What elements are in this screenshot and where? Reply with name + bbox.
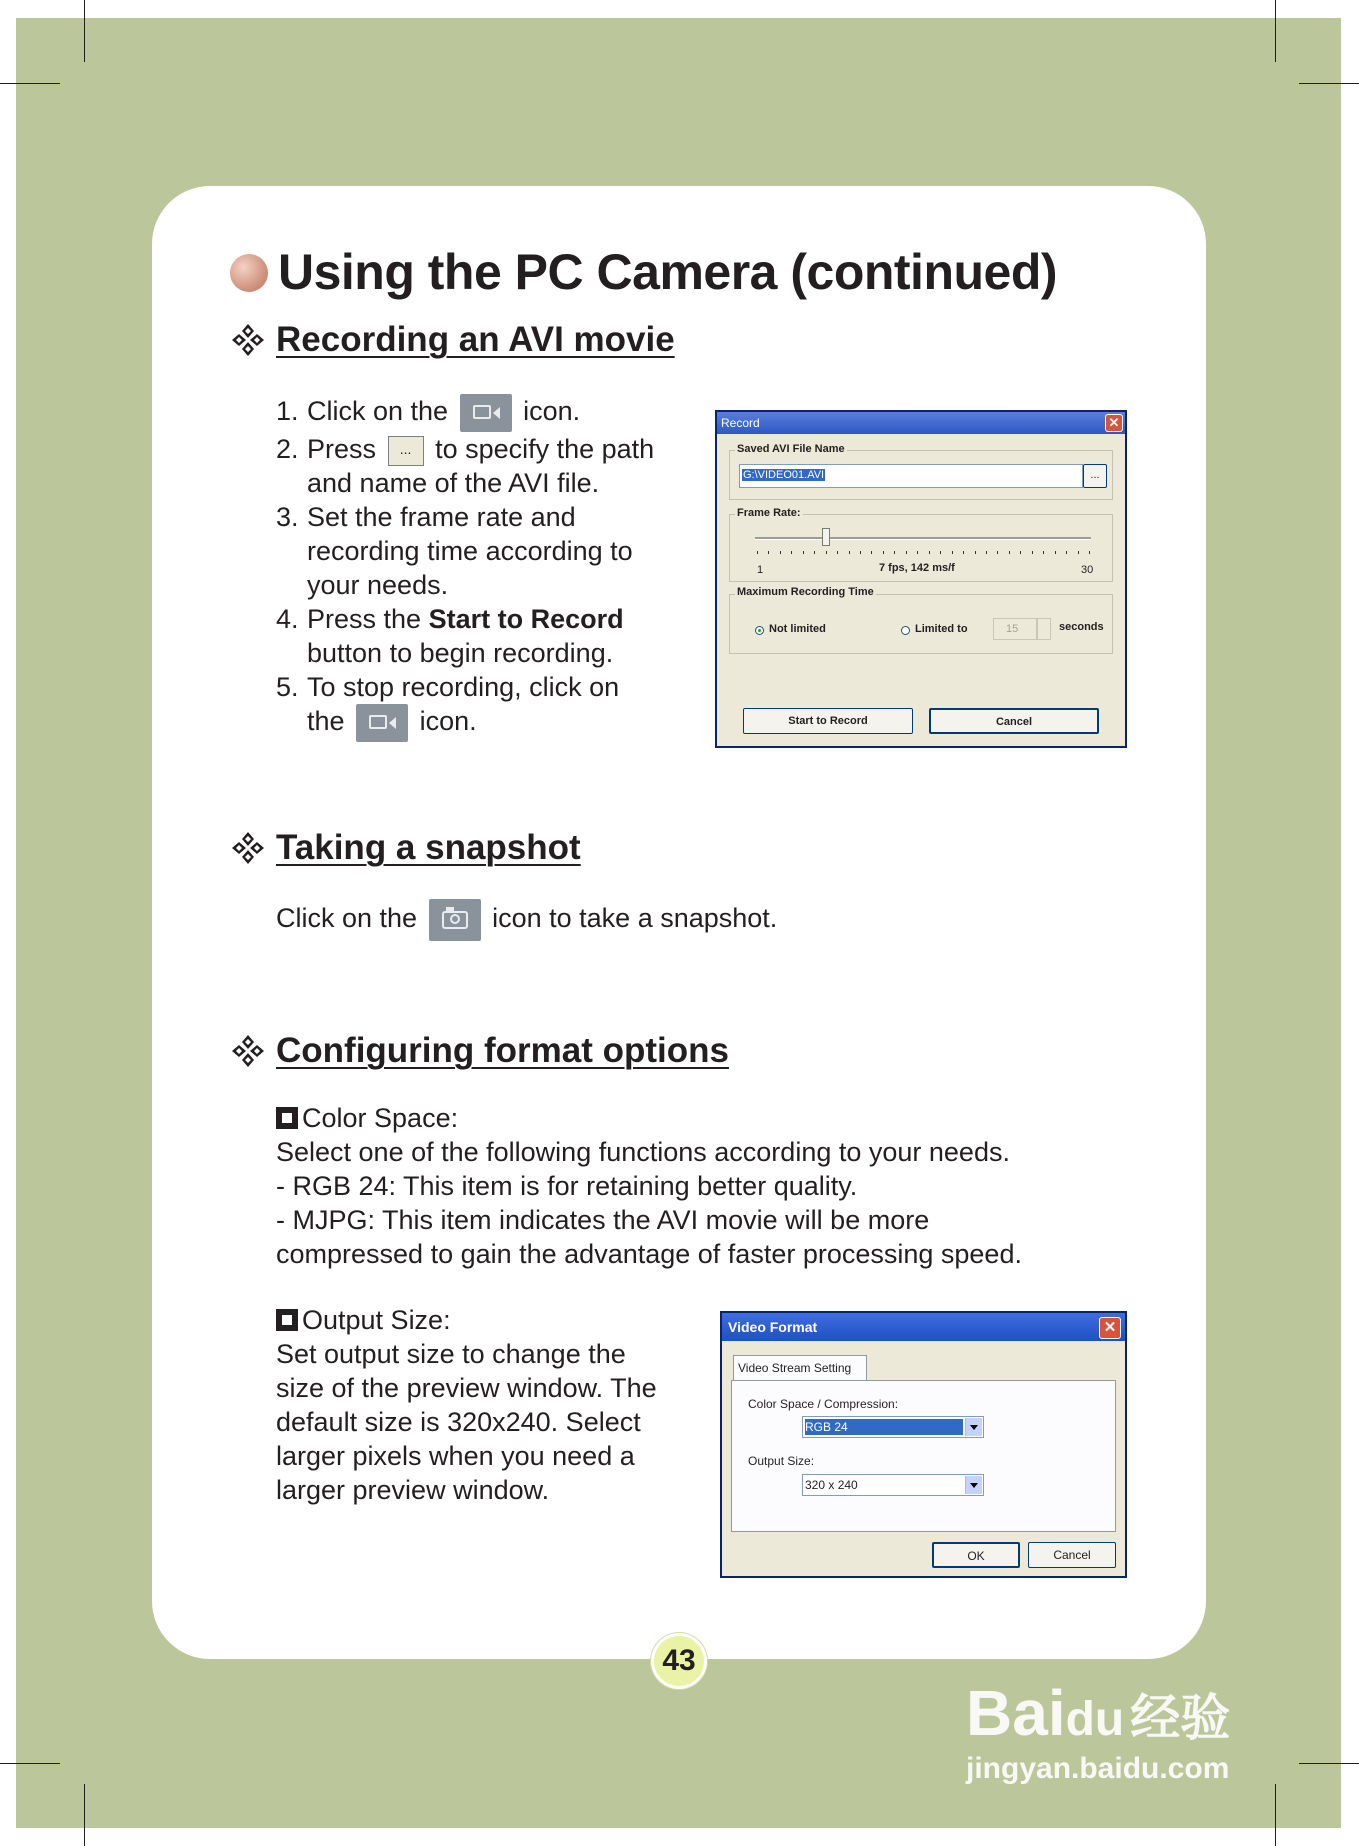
- color-space-select[interactable]: [802, 1416, 984, 1438]
- step-number: 1.: [276, 396, 299, 426]
- snapshot-text: icon to take a snapshot.: [492, 903, 778, 934]
- slider-tick: [952, 551, 953, 554]
- step-number: 4.: [276, 604, 299, 634]
- slider-tick: [986, 551, 987, 554]
- paragraph-line: - RGB 24: This item is for retaining better quality.: [276, 1171, 858, 1201]
- list-item: [276, 500, 654, 602]
- slider-tick: [871, 551, 872, 554]
- spinner-icon[interactable]: [1037, 618, 1051, 640]
- close-icon[interactable]: ✕: [1105, 414, 1123, 432]
- slider-tick: [768, 551, 769, 554]
- paragraph-line: Set output size to change the: [276, 1339, 626, 1369]
- list-item: [276, 432, 654, 500]
- crop-mark: [1275, 1784, 1276, 1846]
- group-label: Maximum Recording Time: [737, 586, 874, 598]
- slider-tick: [940, 551, 941, 554]
- not-limited-radio[interactable]: [755, 626, 764, 635]
- step-text: icon.: [419, 706, 477, 737]
- video-format-dialog: [720, 1311, 1127, 1578]
- slider-tick: [997, 551, 998, 554]
- radio-label: Limited to: [915, 623, 968, 635]
- watermark-logo: [966, 1676, 1230, 1750]
- section-heading-format: [230, 1029, 729, 1073]
- color-space-label: Color Space:: [302, 1103, 459, 1133]
- tab-video-stream-setting[interactable]: Video Stream Setting: [733, 1355, 867, 1381]
- video-camera-icon: [460, 394, 512, 432]
- chevron-down-icon: [965, 1476, 982, 1494]
- snapshot-instruction: [276, 899, 777, 941]
- crop-mark: [84, 0, 85, 62]
- select-value: RGB 24: [805, 1419, 963, 1435]
- slider-tick: [975, 551, 976, 554]
- page-number: 43: [651, 1633, 707, 1689]
- output-size-select[interactable]: [802, 1474, 984, 1496]
- limit-seconds-input[interactable]: 15: [993, 618, 1037, 640]
- watermark-brand: du: [1065, 1693, 1125, 1746]
- crop-mark: [0, 83, 60, 84]
- paragraph-line: larger preview window.: [276, 1475, 550, 1505]
- step-text: To stop recording, click on: [307, 672, 620, 702]
- crop-mark: [1299, 1763, 1359, 1764]
- ok-button[interactable]: OK: [932, 1542, 1020, 1568]
- step-number: 3.: [276, 502, 299, 532]
- browse-button[interactable]: ...: [1083, 464, 1107, 488]
- step-text: to specify the path: [435, 434, 655, 464]
- four-diamond-bullet-icon: [230, 322, 266, 358]
- output-size-block: [276, 1303, 657, 1507]
- slider-tick: [917, 551, 918, 554]
- step-text: your needs.: [307, 570, 449, 600]
- slider-readout: 7 fps, 142 ms/f: [879, 562, 955, 574]
- list-item: [276, 602, 654, 670]
- slider-tick: [1066, 551, 1067, 554]
- slider-tick: [849, 551, 850, 554]
- watermark-brand: Bai: [966, 1677, 1066, 1749]
- four-diamond-bullet-icon: [230, 1033, 266, 1069]
- section-heading-recording: [230, 318, 675, 362]
- crop-mark: [0, 1763, 60, 1764]
- square-bullet-icon: [276, 1107, 298, 1129]
- step-number: 5.: [276, 672, 299, 702]
- slider-tick: [826, 551, 827, 554]
- output-size-label: Output Size:: [748, 1454, 815, 1468]
- slider-track: [755, 537, 1091, 540]
- slider-tick: [1020, 551, 1021, 554]
- slider-tick: [791, 551, 792, 554]
- cancel-button[interactable]: Cancel: [1028, 1542, 1116, 1568]
- snapshot-camera-icon: [429, 899, 481, 941]
- frame-rate-slider-thumb[interactable]: [822, 528, 830, 546]
- crop-mark: [84, 1784, 85, 1846]
- browse-button-illustration: ...: [388, 436, 424, 466]
- dialog-titlebar: [717, 412, 1125, 434]
- output-size-label: Output Size:: [302, 1305, 451, 1335]
- chevron-down-icon: [965, 1418, 982, 1436]
- recording-steps-list: [276, 394, 654, 742]
- color-space-block: [276, 1101, 1022, 1271]
- video-camera-icon: [356, 704, 408, 742]
- radio-label: Not limited: [769, 623, 826, 635]
- list-item: [276, 394, 654, 432]
- crop-mark: [1299, 83, 1359, 84]
- slider-tick: [860, 551, 861, 554]
- group-label: Saved AVI File Name: [737, 443, 845, 455]
- step-number: 2.: [276, 434, 299, 464]
- crop-mark: [1275, 0, 1276, 62]
- step-bold-text: Start to Record: [428, 604, 624, 634]
- watermark-cn: 经验: [1130, 1690, 1231, 1746]
- snapshot-text: Click on the: [276, 903, 418, 934]
- paragraph-line: compressed to gain the advantage of faster processing speed.: [276, 1239, 1022, 1269]
- slider-tick: [757, 551, 758, 554]
- cancel-button[interactable]: Cancel: [929, 708, 1099, 734]
- paragraph-line: larger pixels when you need a: [276, 1441, 635, 1471]
- paragraph-line: - MJPG: This item indicates the AVI movie will be more: [276, 1205, 930, 1235]
- watermark-url: jingyan.baidu.com: [966, 1752, 1230, 1785]
- record-dialog: [715, 410, 1127, 748]
- section-heading-snapshot: [230, 826, 581, 870]
- step-text: icon.: [523, 396, 581, 427]
- group-label: Frame Rate:: [737, 507, 801, 519]
- slider-max-label: 30: [1081, 564, 1094, 576]
- start-to-record-button[interactable]: Start to Record: [743, 708, 913, 734]
- select-value: 320 x 240: [805, 1478, 858, 1492]
- slider-min-label: 1: [757, 564, 764, 576]
- step-text: the: [307, 706, 345, 737]
- close-icon[interactable]: ✕: [1099, 1317, 1121, 1339]
- slider-tick: [1078, 551, 1079, 554]
- slider-tick: [1032, 551, 1033, 554]
- step-text: Click on the: [307, 396, 449, 427]
- paragraph-line: Select one of the following functions according to your needs.: [276, 1137, 1010, 1167]
- dialog-title: Record: [721, 416, 760, 430]
- section-title: Recording an AVI movie: [276, 320, 675, 359]
- slider-tick: [837, 551, 838, 554]
- dialog-title: Video Format: [728, 1319, 818, 1335]
- step-text: Press the: [307, 604, 429, 634]
- section-title: Configuring format options: [276, 1031, 729, 1070]
- file-name-input[interactable]: [739, 464, 1083, 488]
- slider-tick: [894, 551, 895, 554]
- slider-tick: [1009, 551, 1010, 554]
- slider-tick: [963, 551, 964, 554]
- slider-tick: [906, 551, 907, 554]
- limited-to-radio[interactable]: [901, 626, 910, 635]
- color-space-label: Color Space / Compression:: [748, 1397, 899, 1411]
- paragraph-line: size of the preview window. The: [276, 1373, 657, 1403]
- slider-tick: [883, 551, 884, 554]
- slider-ticks: [757, 551, 1089, 555]
- square-bullet-icon: [276, 1309, 298, 1331]
- title-bullet-icon: [230, 254, 268, 292]
- step-text: recording time according to: [307, 536, 633, 566]
- section-title: Taking a snapshot: [276, 828, 581, 867]
- slider-tick: [1055, 551, 1056, 554]
- list-item: [276, 670, 654, 742]
- slider-tick: [780, 551, 781, 554]
- slider-tick: [1089, 551, 1090, 554]
- seconds-label: seconds: [1059, 621, 1104, 633]
- step-text: Press: [307, 434, 377, 464]
- four-diamond-bullet-icon: [230, 830, 266, 866]
- step-text: Set the frame rate and: [307, 502, 576, 532]
- step-text: button to begin recording.: [307, 638, 614, 668]
- slider-tick: [929, 551, 930, 554]
- slider-tick: [1043, 551, 1044, 554]
- file-name-value: G:\VIDEO01.AVI: [743, 469, 825, 481]
- step-text: and name of the AVI file.: [307, 468, 600, 498]
- slider-tick: [814, 551, 815, 554]
- paragraph-line: default size is 320x240. Select: [276, 1407, 641, 1437]
- page-title: Using the PC Camera (continued): [278, 244, 1058, 300]
- dialog-titlebar: [722, 1313, 1125, 1341]
- slider-tick: [803, 551, 804, 554]
